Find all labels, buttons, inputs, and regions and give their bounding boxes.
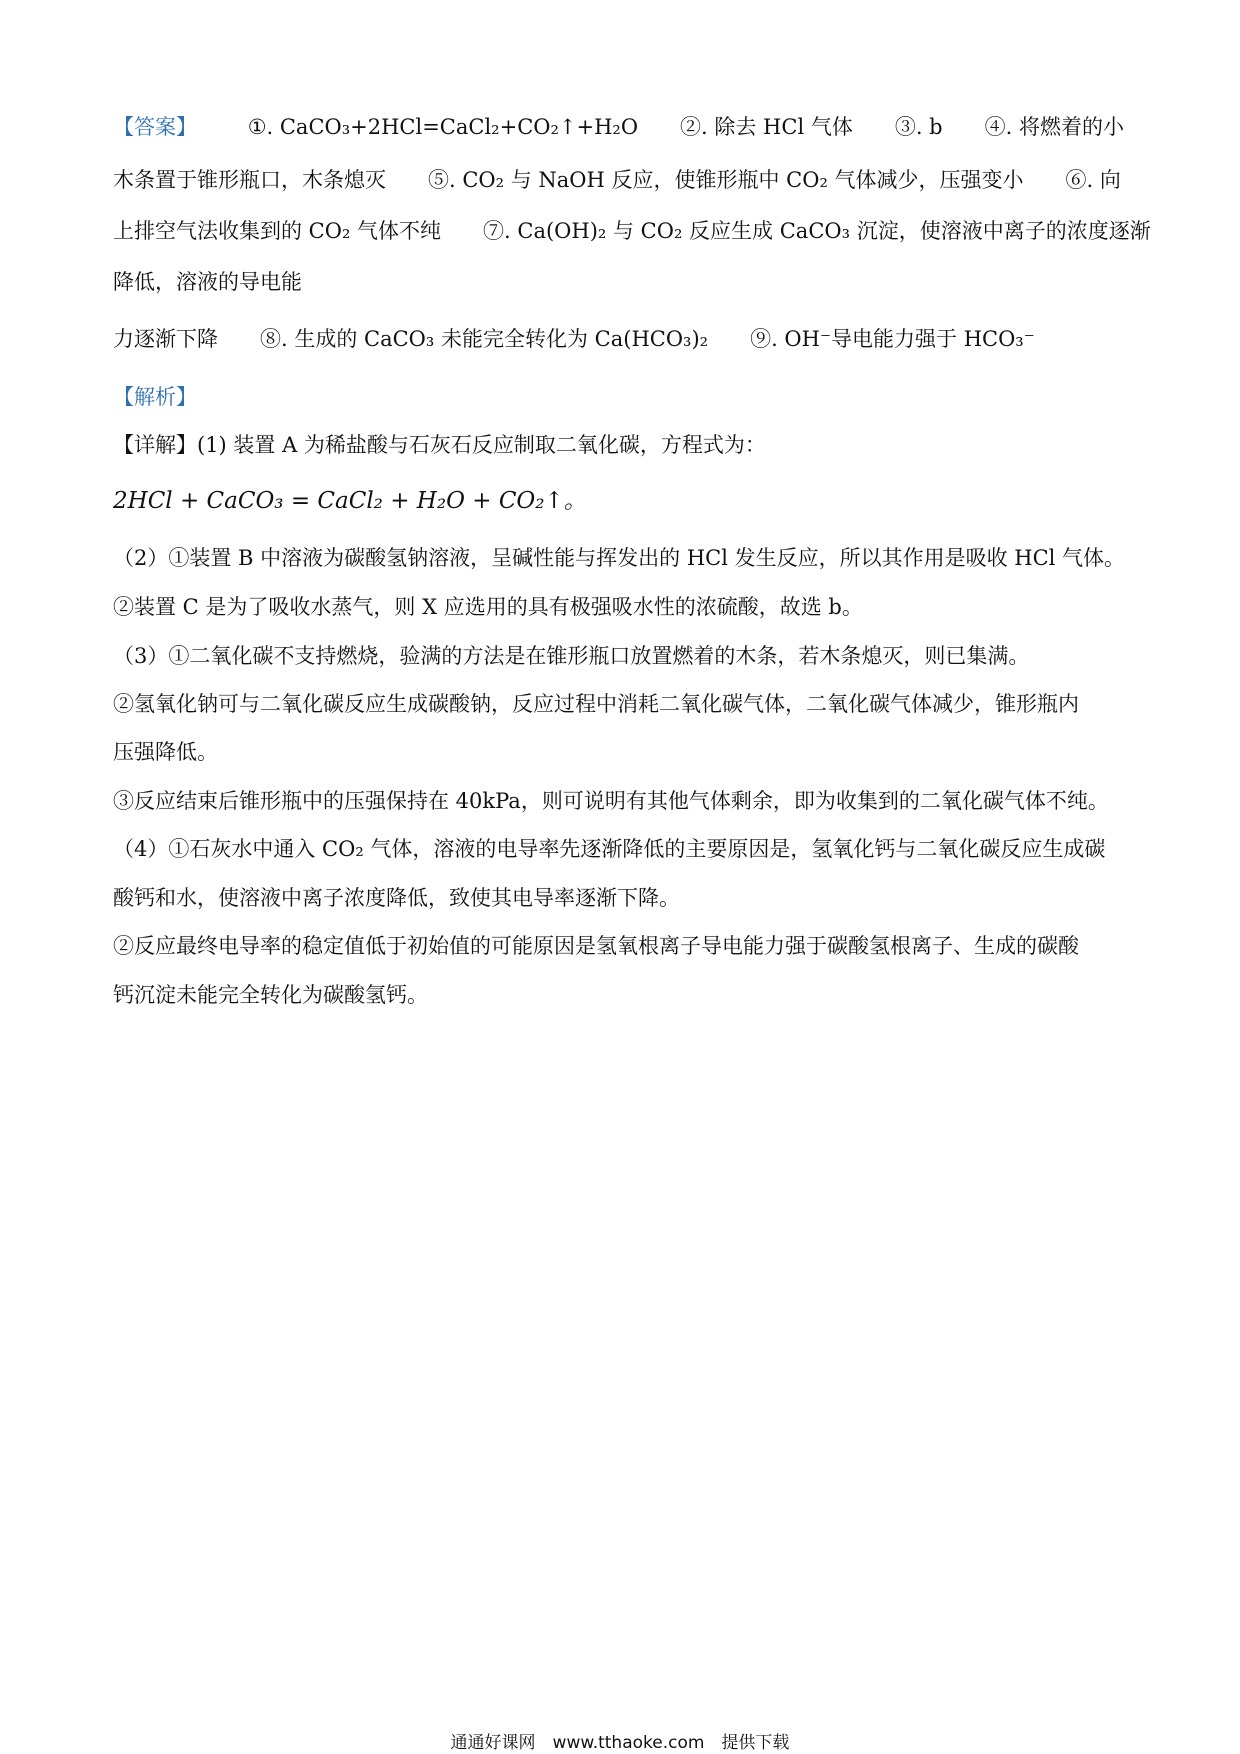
analysis-para-5a: ②氢氧化钠可与二氧化碳反应生成碳酸钠，反应过程中消耗二氧化碳气体，二氧化碳气体减少，锥形瓶内	[113, 692, 1079, 716]
answer-line-3: 上排空气法收集到的 CO₂ 气体不纯 ⑦. Ca(OH)₂ 与 CO₂ 反应生成 CaCO₃ 沉淀，使溶液中离子的浓度逐渐	[113, 219, 1151, 243]
answer-line-5: 力逐渐下降 ⑧. 生成的 CaCO₃ 未能完全转化为 Ca(HCO₃)₂ ⑨. OH⁻导电能力强于 HCO₃⁻	[113, 327, 1035, 351]
analysis-para-8a: ②反应最终电导率的稳定值低于初始值的可能原因是氢氧根离子导电能力强于碳酸氢根离子、生成的碳酸	[113, 934, 1079, 958]
analysis-para-2: （2）①装置 B 中溶液为碳酸氢钠溶液，呈碱性能与挥发出的 HCl 发生反应，所以其作用是吸收 HCl 气体。	[113, 546, 1126, 570]
analysis-para-5b: 压强降低。	[113, 740, 218, 764]
answer-line-2: 木条置于锥形瓶口，木条熄灭 ⑤. CO₂ 与 NaOH 反应，使锥形瓶中 CO₂ 气体减少，压强变小 ⑥. 向	[113, 168, 1121, 192]
page-footer: 通通好课网 www.tthaoke.com 提供下载	[450, 1733, 790, 1753]
reaction-equation: 2HCl + CaCO₃ = CaCl₂ + H₂O + CO₂↑。	[113, 488, 587, 514]
analysis-para-3: ②装置 C 是为了吸收水蒸气，则 X 应选用的具有极强吸水性的浓硫酸，故选 b。	[113, 595, 863, 619]
answer-line-4: 降低，溶液的导电能	[113, 270, 302, 294]
answer-line-1	[113, 112, 1133, 142]
answer-text-1: ①. CaCO₃+2HCl=CaCl₂+CO₂↑+H₂O ②. 除去 HCl 气体 ③. b ④. 将燃着的小	[247, 115, 1124, 139]
analysis-para-6: ③反应结束后锥形瓶中的压强保持在 40kPa，则可说明有其他气体剩余，即为收集到的二氧化碳气体不纯。	[113, 789, 1109, 813]
analysis-para-7a: （4）①石灰水中通入 CO₂ 气体，溶液的电导率先逐渐降低的主要原因是，氢氧化钙与二氧化碳反应生成碳	[113, 837, 1106, 861]
analysis-para-7b: 酸钙和水，使溶液中离子浓度降低，致使其电导率逐渐下降。	[113, 886, 680, 910]
analysis-para-4: （3）①二氧化碳不支持燃烧，验满的方法是在锥形瓶口放置燃着的木条，若木条熄灭，则已集满。	[113, 644, 1030, 668]
answer-label: 【答案】	[113, 115, 197, 139]
analysis-para-1: 【详解】(1) 装置 A 为稀盐酸与石灰石反应制取二氧化碳，方程式为：	[113, 433, 766, 457]
analysis-label: 【解析】	[113, 385, 197, 409]
analysis-para-8b: 钙沉淀未能完全转化为碳酸氢钙。	[113, 983, 428, 1007]
